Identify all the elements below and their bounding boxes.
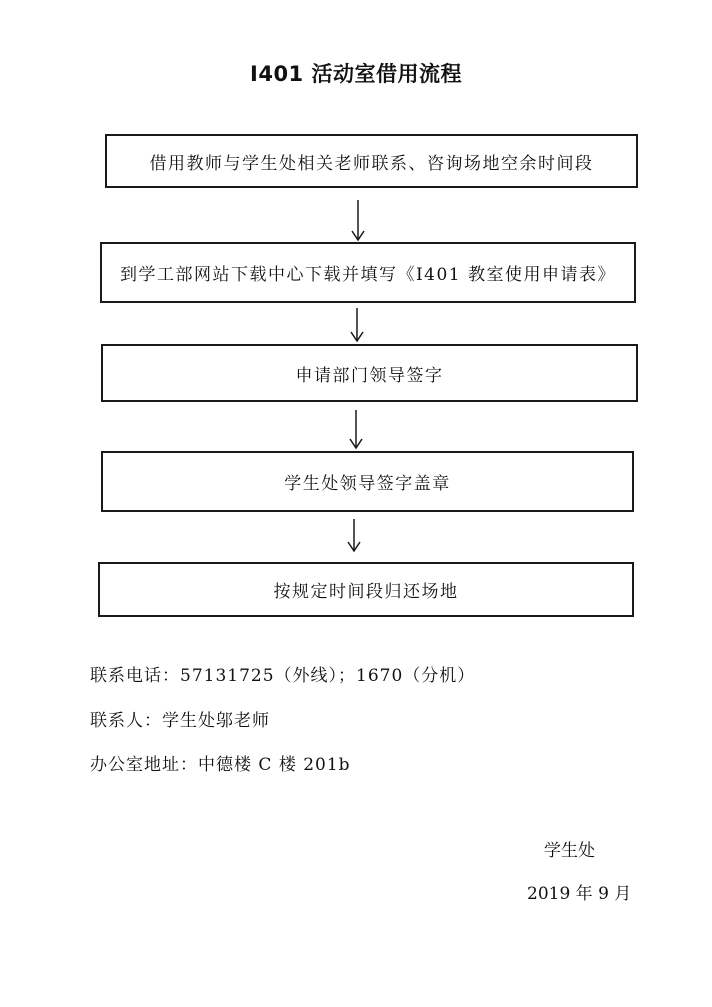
contact-person: 联系人：学生处邬老师 xyxy=(90,711,270,731)
flow-step-2: 到学工部网站下载中心下载并填写《I401 教室使用申请表》 xyxy=(100,242,636,303)
arrow-down-icon xyxy=(349,410,363,450)
flow-step-1: 借用教师与学生处相关老师联系、咨询场地空余时间段 xyxy=(105,134,638,188)
flow-step-4: 学生处领导签字盖章 xyxy=(101,451,634,512)
arrow-down-icon xyxy=(350,308,364,343)
issuer-department: 学生处 xyxy=(544,841,595,861)
flow-step-3: 申请部门领导签字 xyxy=(101,344,638,402)
arrow-down-icon xyxy=(347,519,361,553)
office-address: 办公室地址：中德楼 C 楼 201b xyxy=(90,755,351,775)
flow-step-5: 按规定时间段归还场地 xyxy=(98,562,634,617)
arrow-down-icon xyxy=(351,200,365,242)
page-title: I401 活动室借用流程 xyxy=(250,62,462,86)
issue-date: 2019 年 9 月 xyxy=(527,884,632,904)
contact-phone: 联系电话：57131725（外线）；1670（分机） xyxy=(90,666,476,686)
